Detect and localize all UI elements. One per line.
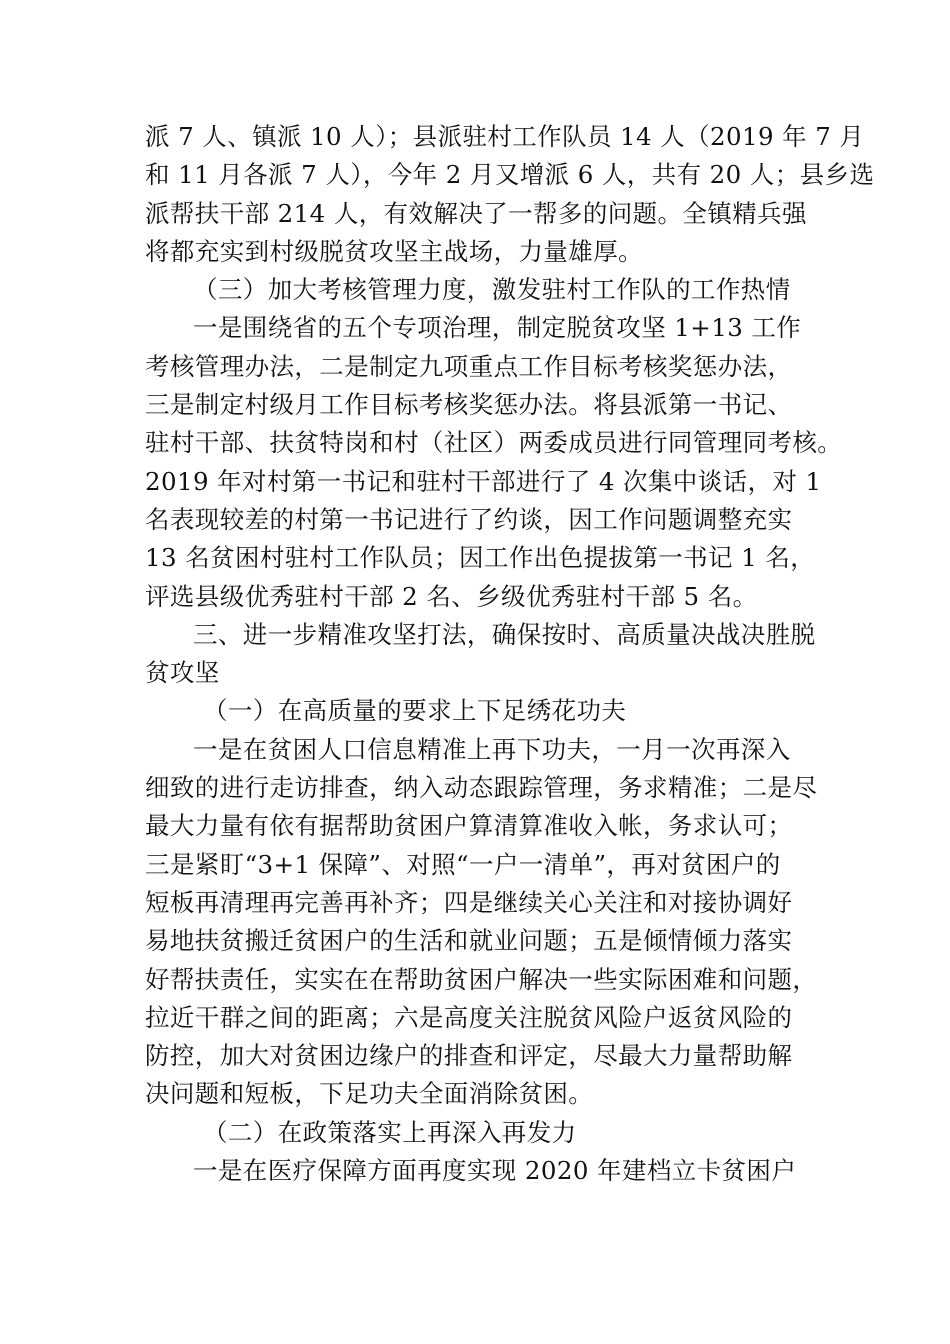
text-line: 考核管理办法，二是制定九项重点工作目标考核奖惩办法，: [145, 351, 793, 381]
paragraph-start-line: 一是围绕省的五个专项治理，制定脱贫攻坚 1+13 工作: [193, 313, 802, 343]
text-line: 好帮扶责任，实实在在帮助贫困户解决一些实际困难和问题，: [145, 964, 818, 994]
text-line: 派帮扶干部 214 人，有效解决了一帮多的问题。全镇精兵强: [145, 198, 807, 228]
section-heading: （三）加大考核管理力度，激发驻村工作队的工作热情: [193, 275, 791, 305]
text-line: 三是制定村级月工作目标考核奖惩办法。将县派第一书记、: [145, 390, 793, 420]
text-line: 驻村干部、扶贫特岗和村（社区）两委成员进行同管理同考核。: [145, 428, 843, 458]
text-line: 派 7 人、镇派 10 人）；县派驻村工作队员 14 人（2019 年 7 月: [145, 122, 865, 151]
text-line: 防控，加大对贫困边缘户的排查和评定，尽最大力量帮助解: [145, 1041, 793, 1071]
paragraph-start-line: 一是在贫困人口信息精准上再下功夫，一月一次再深入: [193, 734, 791, 764]
text-line: 最大力量有依有据帮助贫困户算清算准收入帐，务求认可；: [145, 811, 793, 841]
text-line: 短板再清理再完善再补齐；四是继续关心关注和对接协调好: [145, 887, 793, 917]
text-line: 将都充实到村级脱贫攻坚主战场，力量雄厚。: [145, 236, 643, 266]
text-line: 决问题和短板，下足功夫全面消除贫困。: [145, 1079, 594, 1109]
text-line: 名表现较差的村第一书记进行了约谈，因工作问题调整充实: [145, 504, 793, 534]
text-line: 易地扶贫搬迁贫困户的生活和就业问题；五是倾情倾力落实: [145, 926, 793, 956]
text-line: 细致的进行走访排查，纳入动态跟踪管理，务求精准；二是尽: [145, 773, 818, 803]
chapter-heading: 三、进一步精准攻坚打法，确保按时、高质量决战决胜脱: [193, 619, 816, 649]
chapter-heading-continuation: 贫攻坚: [145, 658, 220, 688]
section-heading: （二）在政策落实上再深入再发力: [203, 1117, 577, 1147]
section-heading: （一）在高质量的要求上下足绣花功夫: [203, 696, 627, 726]
text-line: 2019 年对村第一书记和驻村干部进行了 4 次集中谈话，对 1: [145, 466, 822, 496]
text-line: 评选县级优秀驻村干部 2 名、乡级优秀驻村干部 5 名。: [145, 581, 758, 611]
text-line: 拉近干群之间的距离；六是高度关注脱贫风险户返贫风险的: [145, 1002, 793, 1032]
document-body: [145, 118, 875, 1190]
text-line: 13 名贫困村驻村工作队员；因工作出色提拔第一书记 1 名，: [145, 543, 816, 573]
text-line: 三是紧盯“3+1 保障”、对照“一户一清单”，再对贫困户的: [145, 849, 781, 879]
text-line: 和 11 月各派 7 人），今年 2 月又增派 6 人，共有 20 人；县乡选: [145, 160, 875, 190]
paragraph-start-line: 一是在医疗保障方面再度实现 2020 年建档立卡贫困户: [193, 1156, 797, 1186]
